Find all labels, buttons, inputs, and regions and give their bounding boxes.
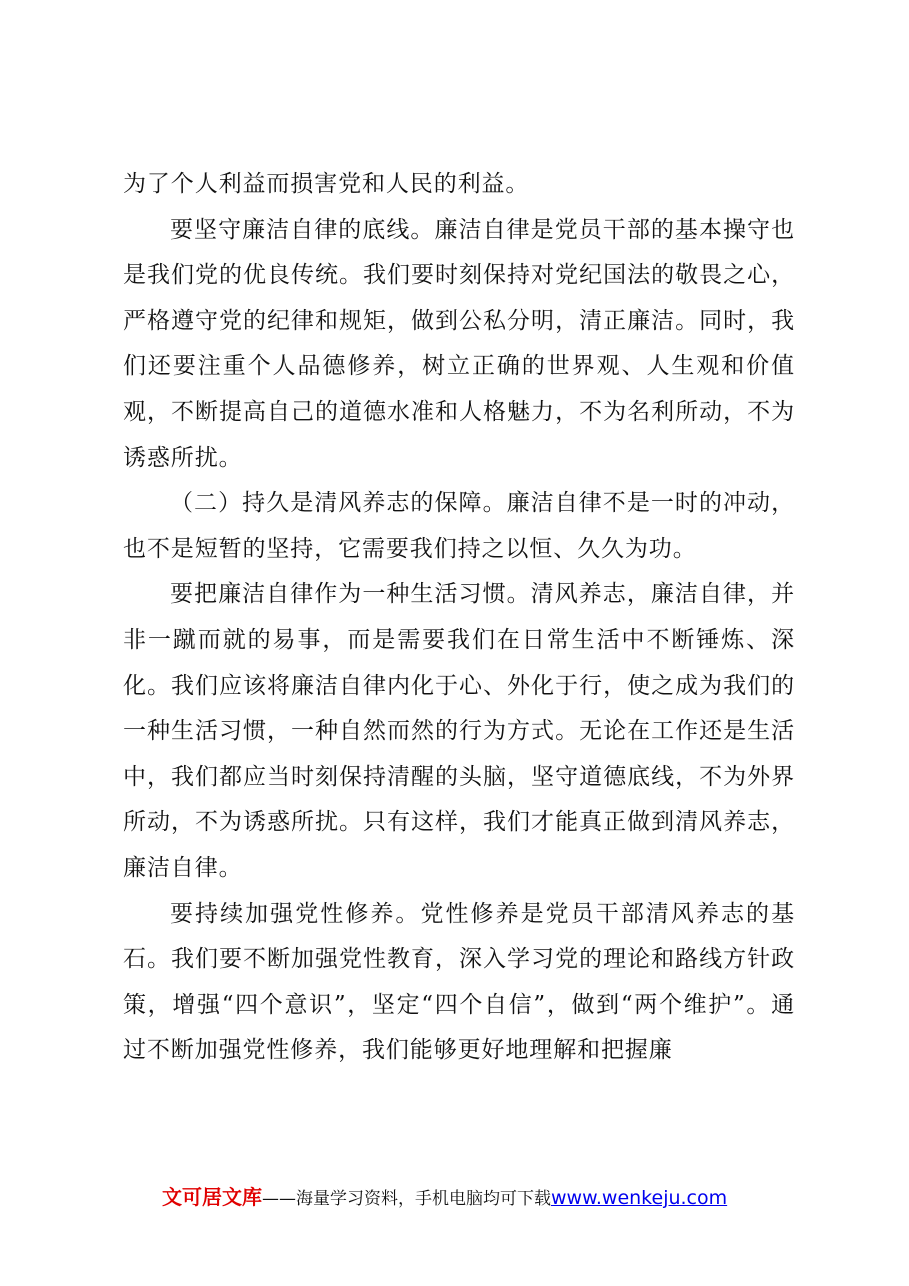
footer-slogan: ——海量学习资料，手机电脑均可下载: [262, 1189, 551, 1209]
page-footer: [162, 1181, 782, 1213]
footer-site-link[interactable]: www.wenkeju.com: [551, 1187, 728, 1209]
paragraph-4: 要把廉洁自律作为一种生活习惯。清风养志，廉洁自律，并非一蹴而就的易事，而是需要我们在日常生活中不断锤炼、深化。我们应该将廉洁自律内化于心、外化于行，使之成为我们的一种生活习惯，一种自然而然的行为方式。无论在工作还是生活中，我们都应当时刻保持清醒的头脑，坚守道德底线，不为外界所动，不为诱惑所扰。只有这样，我们才能真正做到清风养志，廉洁自律。: [123, 581, 795, 881]
paragraph-5: 要持续加强党性修养。党性修养是党员干部清风养志的基石。我们要不断加强党性教育，深入学习党的理论和路线方针政策，增强“四个意识”，坚定“四个自信”，做到“两个维护”。通过不断加强党性修养，我们能够更好地理解和把握廉: [123, 900, 795, 1064]
footer-brand: 文可居文库: [162, 1185, 262, 1209]
paragraph-1: 为了个人利益而损害党和人民的利益。: [123, 171, 530, 197]
paragraph-3: （二）持久是清风养志的保障。廉洁自律不是一时的冲动，也不是短暂的坚持，它需要我们持之以恒、久久为功。: [123, 490, 795, 562]
document-body: [123, 162, 795, 1074]
paragraph-2: 要坚守廉洁自律的底线。廉洁自律是党员干部的基本操守也是我们党的优良传统。我们要时刻保持对党纪国法的敬畏之心，严格遵守党的纪律和规矩，做到公私分明，清正廉洁。同时，我们还要注重个人品德修养，树立正确的世界观、人生观和价值观，不断提高自己的道德水准和人格魅力，不为名利所动，不为诱惑所扰。: [123, 216, 795, 471]
